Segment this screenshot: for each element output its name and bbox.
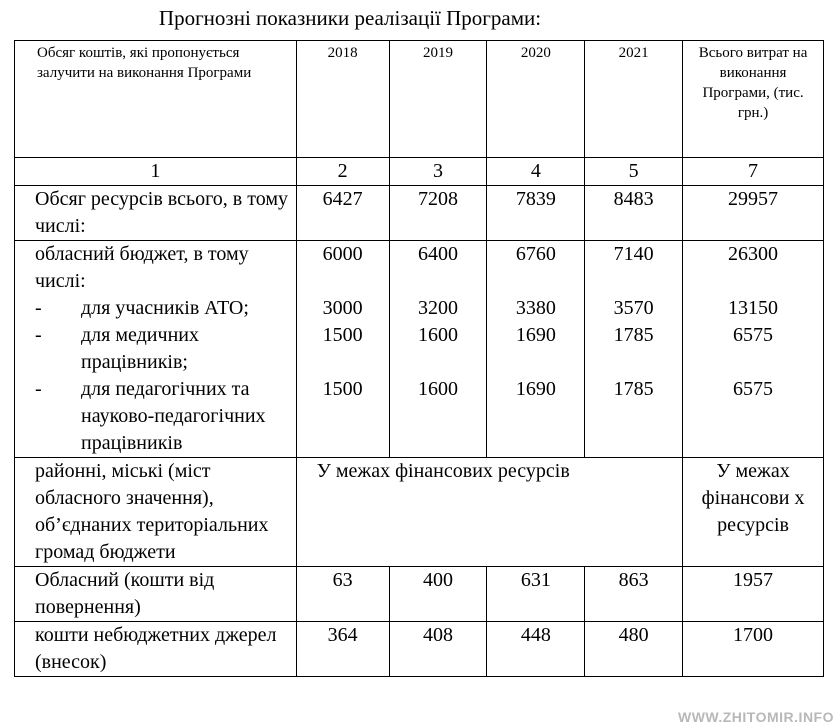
cell-value: 3380 (515, 297, 556, 319)
col-number: 3 (389, 158, 487, 186)
dash-marker: - (35, 297, 42, 319)
cell-value: 408 (389, 622, 487, 677)
spacer (491, 268, 580, 295)
cell-value: 6427 (296, 186, 389, 241)
cell-value: 1957 (683, 567, 824, 622)
cell-value: 6760 (515, 243, 556, 265)
cell-value: 3570 (613, 297, 654, 319)
col-number: 7 (683, 158, 824, 186)
spacer (301, 349, 385, 376)
cell-value: 7140 (613, 243, 654, 265)
cell-value: 13150 (728, 297, 779, 319)
col-number: 4 (487, 158, 585, 186)
cell-value: 480 (585, 622, 683, 677)
within-resources-total: У межах фінансови х ресурсів (683, 458, 824, 567)
row-label: Обсяг ресурсів всього, в тому числі: (15, 186, 297, 241)
cell-value: 1785 (613, 324, 654, 346)
header-year-2021: 2021 (585, 41, 683, 158)
value-column-total (683, 241, 824, 458)
header-funds-label: Обсяг коштів, які пропонується залучити на виконання Програми (15, 41, 297, 158)
row-label: Обласний (кошти від повернення) (15, 567, 297, 622)
header-year-2020: 2020 (487, 41, 585, 158)
row-label: районні, міські (міст обласного значення), об’єднаних територіальних громад бюджети (15, 458, 297, 567)
cell-value: 448 (487, 622, 585, 677)
spacer (687, 349, 819, 376)
col-number: 5 (585, 158, 683, 186)
value-column-2021 (585, 241, 683, 458)
column-number-row (15, 158, 824, 186)
page-title: Прогнозні показники реалізації Програми: (158, 6, 542, 30)
regional-budget-cell (15, 241, 297, 458)
program-indicators-table (14, 40, 824, 677)
cell-value: 8483 (585, 186, 683, 241)
spacer (301, 268, 385, 295)
cell-value: 1785 (613, 378, 654, 400)
row-label: для педагогічних та науково-педагогічних працівників (81, 378, 266, 454)
row-regional-budget (15, 241, 824, 458)
sub-item-ato (35, 295, 292, 322)
cell-value: 1600 (417, 324, 458, 346)
cell-value: 6000 (322, 243, 363, 265)
cell-value: 863 (585, 567, 683, 622)
spacer (394, 349, 483, 376)
cell-value: 29957 (683, 186, 824, 241)
row-non-budget-sources (15, 622, 824, 677)
cell-value: 3200 (417, 297, 458, 319)
dash-marker: - (35, 378, 42, 400)
value-column-2019 (389, 241, 487, 458)
sub-item-medical (35, 322, 292, 376)
spacer (589, 268, 678, 295)
cell-value: 364 (296, 622, 389, 677)
cell-value: 1600 (417, 378, 458, 400)
cell-value: 631 (487, 567, 585, 622)
spacer (394, 268, 483, 295)
row-label: для учасників АТО; (81, 297, 249, 319)
col-number: 1 (15, 158, 297, 186)
row-label: кошти небюджетних джерел (внесок) (15, 622, 297, 677)
header-year-2018: 2018 (296, 41, 389, 158)
within-resources-text: У межах фінансових ресурсів (296, 458, 682, 567)
row-label: обласний бюджет, в тому числі: (35, 243, 249, 292)
cell-value: 1690 (515, 324, 556, 346)
cell-value: 6575 (733, 378, 774, 400)
row-label: для медичних працівників; (81, 324, 199, 373)
site-watermark: WWW.ZHITOMIR.INFO (678, 709, 834, 725)
value-column-2018 (296, 241, 389, 458)
header-year-2019: 2019 (389, 41, 487, 158)
row-resources-total (15, 186, 824, 241)
cell-value: 26300 (728, 243, 779, 265)
row-district-budgets (15, 458, 824, 567)
dash-marker: - (35, 324, 42, 346)
cell-value: 3000 (322, 297, 363, 319)
cell-value: 6575 (733, 324, 774, 346)
header-total: Всього витрат на виконання Програми, (тис. грн.) (683, 41, 824, 158)
cell-value: 1690 (515, 378, 556, 400)
header-row (15, 41, 824, 158)
cell-value: 63 (296, 567, 389, 622)
cell-value: 1700 (683, 622, 824, 677)
sub-item-pedagogical (35, 376, 292, 457)
cell-value: 7839 (487, 186, 585, 241)
cell-value: 1500 (322, 324, 363, 346)
spacer (687, 268, 819, 295)
cell-value: 400 (389, 567, 487, 622)
col-number: 2 (296, 158, 389, 186)
cell-value: 1500 (322, 378, 363, 400)
spacer (491, 349, 580, 376)
spacer (589, 349, 678, 376)
cell-value: 6400 (417, 243, 458, 265)
cell-value: 7208 (389, 186, 487, 241)
value-column-2020 (487, 241, 585, 458)
row-oblast-return (15, 567, 824, 622)
